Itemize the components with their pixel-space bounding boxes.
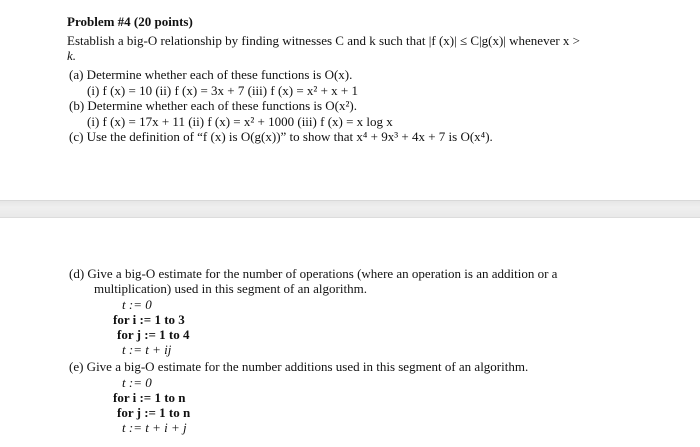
part-d-question-line1: (d) Give a big-O estimate for the number of operations (where an operation is an addition or a	[69, 266, 558, 281]
part-a-question: (a) Determine whether each of these functions is O(x).	[69, 67, 353, 82]
part-d-code-line1: t := 0	[122, 297, 152, 312]
part-d-code-line4: t := t + ij	[122, 342, 172, 357]
problem-intro-line2: k.	[67, 48, 77, 63]
part-b-functions: (i) f (x) = 17x + 11 (ii) f (x) = x² + 1000 (iii) f (x) = x log x	[87, 114, 393, 129]
part-a-functions: (i) f (x) = 10 (ii) f (x) = 3x + 7 (iii) f (x) = x² + x + 1	[87, 83, 358, 98]
problem-intro-line1: Establish a big-O relationship by finding witnesses C and k such that |f (x)| ≤ C|g(x)| whenever x >	[67, 33, 581, 48]
section-divider	[0, 200, 700, 218]
part-e-code-line2: for i := 1 to n	[113, 390, 186, 405]
problem-panel	[0, 0, 700, 200]
part-e-code-line4: t := t + i + j	[122, 420, 187, 435]
part-d-code-line3: for j := 1 to 4	[117, 327, 190, 342]
problem-title: Problem #4 (20 points)	[67, 14, 193, 29]
part-d-code-line2: for i := 1 to 3	[113, 312, 185, 327]
part-e-question: (e) Give a big-O estimate for the number additions used in this segment of an algorithm.	[69, 359, 529, 374]
part-e-code-line3: for j := 1 to n	[117, 405, 191, 420]
part-b-question: (b) Determine whether each of these functions is O(x²).	[69, 98, 357, 113]
part-d-question-line2: multiplication) used in this segment of an algorithm.	[94, 281, 367, 296]
part-c-question: (c) Use the definition of “f (x) is O(g(x))” to show that x⁴ + 9x³ + 4x + 7 is O(x⁴).	[69, 129, 493, 144]
algorithm-panel	[0, 218, 700, 447]
part-e-code-line1: t := 0	[122, 375, 152, 390]
